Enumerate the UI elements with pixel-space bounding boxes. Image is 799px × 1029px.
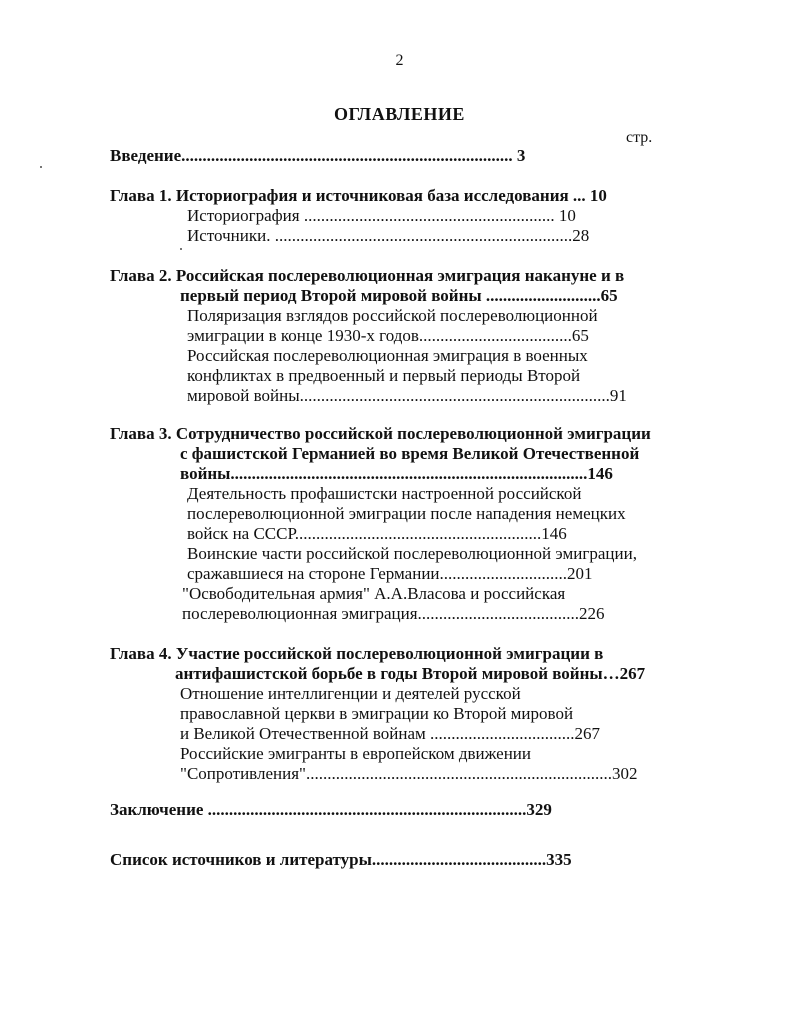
page-column-label: стр.: [626, 129, 653, 146]
toc-entry-references[interactable]: Список источников и литературы.........................................335: [110, 850, 572, 869]
page-number: 2: [395, 52, 404, 69]
toc-chapter-3-title-cont2[interactable]: войны....................................................................................146: [180, 464, 613, 483]
toc-chapter-2-title[interactable]: Глава 2. Российская послереволюционная эмиграция накануне и в: [110, 266, 625, 285]
toc-subentry-liberation-army-cont[interactable]: послереволюционная эмиграция......................................226: [182, 604, 605, 623]
toc-subentry-profascist-activity-cont[interactable]: послереволюционной эмиграции после нападения немецких: [187, 504, 626, 523]
scan-speck: [180, 248, 182, 250]
toc-subentry-polarization[interactable]: Поляризация взглядов российской послереволюционной: [187, 306, 598, 325]
toc-subentry-resistance-cont[interactable]: "Сопротивления"........................................................................302: [180, 764, 638, 783]
toc-chapter-3-title-cont[interactable]: с фашистской Германией во время Великой Отечественной: [180, 444, 640, 463]
toc-subentry-profascist-activity-cont2[interactable]: войск на СССР..........................................................146: [187, 524, 567, 543]
toc-chapter-3-title[interactable]: Глава 3. Сотрудничество российской послереволюционной эмиграции: [110, 424, 651, 443]
toc-entry-introduction[interactable]: Введение.............................................................................. 3: [110, 146, 526, 165]
toc-subentry-military-units-cont[interactable]: сражавшиеся на стороне Германии..............................201: [187, 564, 593, 583]
toc-subentry-military-conflicts-cont[interactable]: конфликтах в предвоенный и первый периоды Второй: [187, 366, 581, 385]
toc-chapter-2-title-cont[interactable]: первый период Второй мировой войны ...........................65: [180, 286, 618, 305]
toc-subentry-profascist-activity[interactable]: Деятельность профашистски настроенной российской: [187, 484, 582, 503]
toc-subentry-intelligentsia-cont[interactable]: православной церкви в эмиграции ко Второй мировой: [180, 704, 574, 723]
toc-subentry-military-conflicts[interactable]: Российская послереволюционная эмиграция в военных: [187, 346, 588, 365]
toc-chapter-4-title[interactable]: Глава 4. Участие российской послереволюционной эмиграции в: [110, 644, 604, 663]
toc-chapter-4-title-cont[interactable]: антифашистской борьбе в годы Второй мировой войны…267: [175, 664, 646, 683]
page-title: ОГЛАВЛЕНИЕ: [334, 104, 465, 124]
toc-subentry-military-conflicts-cont2[interactable]: мировой войны.........................................................................91: [187, 386, 627, 405]
toc-subentry-liberation-army[interactable]: "Освободительная армия" А.А.Власова и российская: [182, 584, 566, 603]
toc-subentry-polarization-cont[interactable]: эмиграции в конце 1930-х годов....................................65: [187, 326, 589, 345]
toc-subentry-military-units[interactable]: Воинские части российской послереволюционной эмиграции,: [187, 544, 637, 563]
toc-subentry-intelligentsia[interactable]: Отношение интеллигенции и деятелей русской: [180, 684, 521, 703]
toc-entry-conclusion[interactable]: Заключение ...........................................................................329: [110, 800, 552, 819]
toc-subentry-sources[interactable]: Источники. ......................................................................28: [187, 226, 590, 245]
toc-chapter-1-title[interactable]: Глава 1. Историография и источниковая база исследования ... 10: [110, 186, 607, 205]
toc-subentry-intelligentsia-cont2[interactable]: и Великой Отечественной войнам ..................................267: [180, 724, 601, 743]
toc-subentry-resistance[interactable]: Российские эмигранты в европейском движении: [180, 744, 532, 763]
toc-subentry-historiography[interactable]: Историография ........................................................... 10: [187, 206, 576, 225]
scan-speck: [40, 166, 42, 168]
